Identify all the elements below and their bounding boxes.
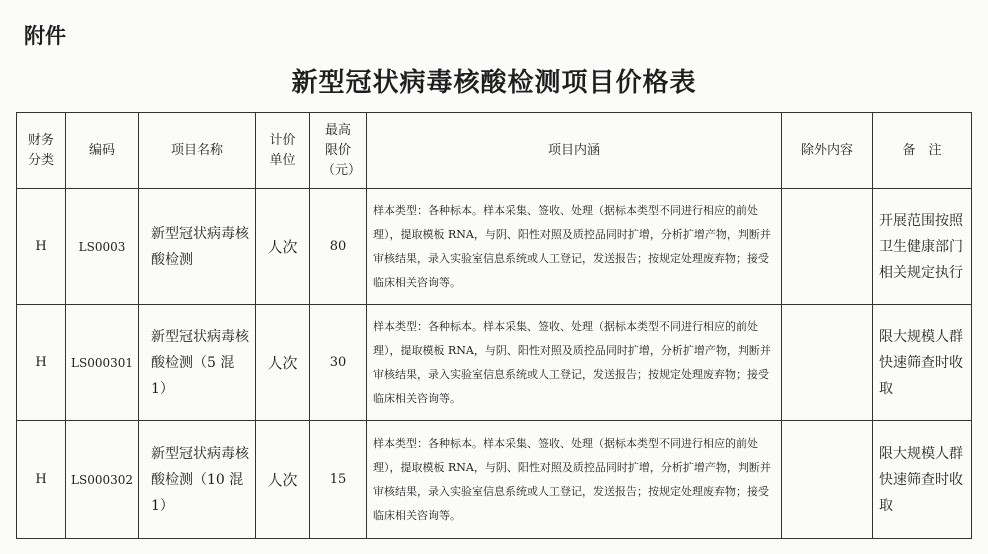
cell-name: 新型冠状病毒核酸检测（5 混 1）: [139, 305, 256, 421]
cell-exclusion: [782, 305, 873, 421]
cell-price: 15: [310, 421, 367, 539]
cell-unit: 人次: [256, 305, 310, 421]
header-unit: 计价单位: [256, 113, 310, 189]
cell-name: 新型冠状病毒核酸检测（10 混 1）: [139, 421, 256, 539]
cell-remarks: 限大规模人群快速筛查时收取: [873, 421, 972, 539]
cell-content: 样本类型：各种标本。样本采集、签收、处理（据标本类型不同进行相应的前处理），提取模板 RNA，与阴、阳性对照及质控品同时扩增，分析扩增产物，判断并审核结果，录入实验室信息系统或人工登记，发送报告；按规定处理废弃物；接受临床相关咨询等。: [367, 189, 782, 305]
header-category: 财务分类: [17, 113, 66, 189]
cell-category: H: [17, 189, 66, 305]
cell-unit: 人次: [256, 421, 310, 539]
header-max-price: 最高限价（元）: [310, 113, 367, 189]
cell-remarks: 开展范围按照卫生健康部门相关规定执行: [873, 189, 972, 305]
page-title: 新型冠状病毒核酸检测项目价格表: [291, 68, 697, 98]
table-row: [17, 421, 972, 539]
cell-price: 80: [310, 189, 367, 305]
cell-code: LS0003: [66, 189, 139, 305]
cell-code: LS000301: [66, 305, 139, 421]
cell-category: H: [17, 421, 66, 539]
cell-category: H: [17, 305, 66, 421]
cell-name: 新型冠状病毒核酸检测: [139, 189, 256, 305]
cell-unit: 人次: [256, 189, 310, 305]
header-name: 项目名称: [139, 113, 256, 189]
cell-remarks: 限大规模人群快速筛查时收取: [873, 305, 972, 421]
table-row: [17, 305, 972, 421]
header-row: [17, 113, 972, 189]
attachment-label: 附件: [24, 24, 66, 48]
table-row: [17, 189, 972, 305]
cell-price: 30: [310, 305, 367, 421]
header-remarks: 备 注: [873, 113, 972, 189]
price-table: [16, 112, 972, 539]
cell-content: 样本类型：各种标本。样本采集、签收、处理（据标本类型不同进行相应的前处理），提取模板 RNA，与阴、阳性对照及质控品同时扩增，分析扩增产物，判断并审核结果，录入实验室信息系统或人工登记，发送报告；按规定处理废弃物；接受临床相关咨询等。: [367, 421, 782, 539]
header-code: 编码: [66, 113, 139, 189]
cell-code: LS000302: [66, 421, 139, 539]
cell-content: 样本类型：各种标本。样本采集、签收、处理（据标本类型不同进行相应的前处理），提取模板 RNA，与阴、阳性对照及质控品同时扩增，分析扩增产物，判断并审核结果，录入实验室信息系统或人工登记，发送报告；按规定处理废弃物；接受临床相关咨询等。: [367, 305, 782, 421]
header-exclusion: 除外内容: [782, 113, 873, 189]
header-content: 项目内涵: [367, 113, 782, 189]
cell-exclusion: [782, 421, 873, 539]
cell-exclusion: [782, 189, 873, 305]
